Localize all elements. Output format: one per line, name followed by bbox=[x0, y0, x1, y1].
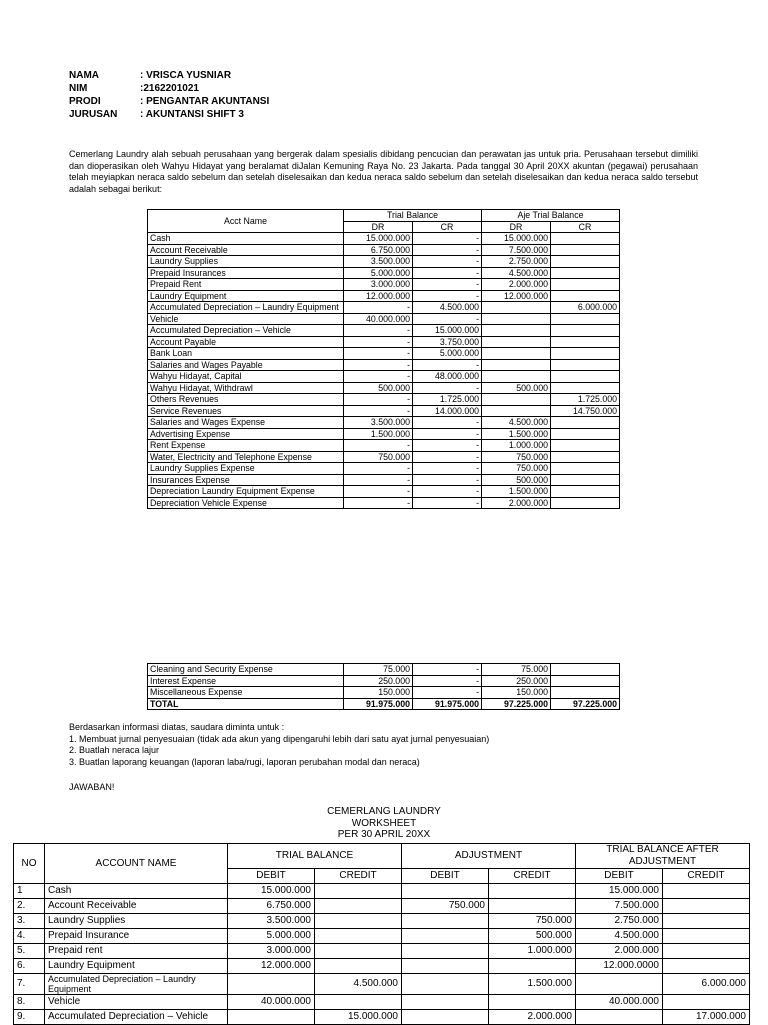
amount-cell bbox=[489, 959, 576, 974]
info-label: JURUSAN bbox=[69, 109, 118, 120]
worksheet-title bbox=[0, 806, 768, 841]
amount-cell: 40.000.000 bbox=[344, 313, 413, 325]
account-name-cell: Service Revenues bbox=[148, 405, 344, 417]
row-number: 8. bbox=[14, 995, 45, 1010]
amount-cell bbox=[402, 884, 489, 899]
amount-cell bbox=[551, 440, 620, 452]
amount-cell bbox=[551, 279, 620, 291]
account-name-cell: Miscellaneous Expense bbox=[148, 687, 344, 699]
amount-cell bbox=[402, 944, 489, 959]
amount-cell bbox=[482, 348, 551, 360]
col-no: NO bbox=[14, 844, 45, 884]
account-name-cell: Water, Electricity and Telephone Expense bbox=[148, 451, 344, 463]
amount-cell: 15.000.000 bbox=[482, 233, 551, 245]
amount-cell bbox=[482, 325, 551, 337]
amount-cell: 1.500.000 bbox=[482, 428, 551, 440]
account-name-cell: Insurances Expense bbox=[148, 474, 344, 486]
amount-cell bbox=[315, 944, 402, 959]
col-account-name: ACCOUNT NAME bbox=[45, 844, 228, 884]
account-name-cell: Laundry Equipment bbox=[45, 959, 228, 974]
table-row bbox=[148, 698, 620, 710]
amount-cell bbox=[551, 486, 620, 498]
amount-cell: - bbox=[344, 486, 413, 498]
info-row bbox=[69, 82, 269, 95]
amount-cell bbox=[551, 428, 620, 440]
account-name-cell: Prepaid Insurance bbox=[45, 929, 228, 944]
amount-cell: - bbox=[344, 405, 413, 417]
amount-cell bbox=[551, 313, 620, 325]
amount-cell: 40.000.000 bbox=[576, 995, 663, 1010]
amount-cell: 2.000.000 bbox=[576, 944, 663, 959]
amount-cell bbox=[551, 256, 620, 268]
problem-description: Cemerlang Laundry alah sebuah perusahaan yang bergerak dalam spesialis dibidang pencucian dan perawatan jas untuk pria. Perusahaan tersebut dimiliki dan dioperasikan oleh Wahyu Hidayat yang beralamat diJalan Kemuning Raya No. 23 Jakarta. Pada tanggal 30 April 20XX akuntan (pegawai) perusahaan telah meyiapkan neraca saldo sebelum dan setelah diselesaikan dan kedua neraca saldo sebelum dan setelah diselesaikan dan kedua neraca saldo tersebut adalah sebagai berikut: bbox=[69, 149, 698, 195]
amount-cell bbox=[576, 974, 663, 995]
col-aje-cr: CR bbox=[551, 221, 620, 233]
amount-cell: 15.000.000 bbox=[344, 233, 413, 245]
col-aje-trial-balance: Aje Trial Balance bbox=[482, 210, 620, 222]
amount-cell: 15.000.000 bbox=[315, 1010, 402, 1025]
amount-cell: - bbox=[344, 394, 413, 406]
account-name-cell: Interest Expense bbox=[148, 675, 344, 687]
amount-cell bbox=[315, 914, 402, 929]
amount-cell: 3.500.000 bbox=[344, 256, 413, 268]
answer-label: JAWABAN! bbox=[69, 782, 115, 792]
info-row bbox=[69, 95, 269, 108]
trial-balance-table-continued bbox=[147, 663, 620, 710]
amount-cell: 250.000 bbox=[344, 675, 413, 687]
amount-cell bbox=[551, 348, 620, 360]
amount-cell bbox=[551, 359, 620, 371]
worksheet-title-line: PER 30 APRIL 20XX bbox=[337, 829, 431, 841]
amount-cell bbox=[551, 417, 620, 429]
table-row bbox=[148, 302, 620, 314]
amount-cell: - bbox=[413, 687, 482, 699]
amount-cell bbox=[402, 929, 489, 944]
account-name-cell: Accumulated Depreciation – Laundry Equipment bbox=[148, 302, 344, 314]
amount-cell: - bbox=[413, 382, 482, 394]
amount-cell: - bbox=[413, 428, 482, 440]
amount-cell: 500.000 bbox=[482, 474, 551, 486]
account-name-cell: Accumulated Depreciation – Laundry Equipment bbox=[45, 974, 228, 995]
account-name-cell: Others Revenues bbox=[148, 394, 344, 406]
amount-cell: 3.000.000 bbox=[228, 944, 315, 959]
account-name-cell: Account Payable bbox=[148, 336, 344, 348]
amount-cell: - bbox=[413, 675, 482, 687]
account-name-cell: Prepaid Rent bbox=[148, 279, 344, 291]
info-value: : VRISCA YUSNIAR bbox=[140, 70, 232, 81]
amount-cell: 750.000 bbox=[482, 451, 551, 463]
account-name-cell: Salaries and Wages Expense bbox=[148, 417, 344, 429]
row-number: 2. bbox=[14, 899, 45, 914]
amount-cell: 750.000 bbox=[402, 899, 489, 914]
account-name-cell: Cleaning and Security Expense bbox=[148, 664, 344, 676]
amount-cell bbox=[663, 914, 750, 929]
amount-cell: - bbox=[413, 313, 482, 325]
amount-cell bbox=[315, 884, 402, 899]
table-row bbox=[148, 233, 620, 245]
amount-cell bbox=[551, 325, 620, 337]
amount-cell: - bbox=[413, 244, 482, 256]
amount-cell: 4.500.000 bbox=[482, 417, 551, 429]
account-name-cell: Prepaid rent bbox=[45, 944, 228, 959]
amount-cell bbox=[228, 974, 315, 995]
amount-cell: 3.000.000 bbox=[344, 279, 413, 291]
amount-cell bbox=[315, 995, 402, 1010]
col-cr: CR bbox=[413, 221, 482, 233]
amount-cell: 2.000.000 bbox=[489, 1010, 576, 1025]
col-after-credit: CREDIT bbox=[663, 869, 750, 884]
amount-cell: - bbox=[344, 474, 413, 486]
col-trial-balance: Trial Balance bbox=[344, 210, 482, 222]
amount-cell: 7.500.000 bbox=[482, 244, 551, 256]
worksheet-table bbox=[13, 843, 750, 1025]
amount-cell: 1.500.000 bbox=[489, 974, 576, 995]
amount-cell bbox=[402, 914, 489, 929]
amount-cell: 48.000.000 bbox=[413, 371, 482, 383]
table-row bbox=[148, 336, 620, 348]
amount-cell: - bbox=[413, 279, 482, 291]
info-label: NAMA bbox=[69, 70, 99, 81]
account-name-cell: Bank Loan bbox=[148, 348, 344, 360]
amount-cell: - bbox=[413, 359, 482, 371]
amount-cell: 17.000.000 bbox=[663, 1010, 750, 1025]
amount-cell: 12.000.000 bbox=[344, 290, 413, 302]
amount-cell: 4.500.000 bbox=[482, 267, 551, 279]
table-row bbox=[148, 405, 620, 417]
amount-cell bbox=[402, 974, 489, 995]
task-line: Berdasarkan informasi diatas, saudara diminta untuk : bbox=[69, 722, 285, 732]
account-name-cell: Depreciation Laundry Equipment Expense bbox=[148, 486, 344, 498]
table-row bbox=[148, 440, 620, 452]
info-value: : AKUNTANSI SHIFT 3 bbox=[140, 109, 244, 120]
table-row bbox=[148, 313, 620, 325]
col-aje-dr: DR bbox=[482, 221, 551, 233]
amount-cell bbox=[315, 959, 402, 974]
amount-cell: 5.000.000 bbox=[228, 929, 315, 944]
amount-cell: 500.000 bbox=[489, 929, 576, 944]
account-name-cell: Vehicle bbox=[148, 313, 344, 325]
row-number: 5. bbox=[14, 944, 45, 959]
amount-cell bbox=[551, 463, 620, 475]
amount-cell bbox=[551, 497, 620, 509]
amount-cell: - bbox=[413, 451, 482, 463]
amount-cell: 1.000.000 bbox=[489, 944, 576, 959]
account-name-cell: Account Receivable bbox=[45, 899, 228, 914]
student-info bbox=[69, 69, 269, 121]
amount-cell: - bbox=[344, 348, 413, 360]
row-number: 7. bbox=[14, 974, 45, 995]
table-row bbox=[14, 929, 750, 944]
amount-cell bbox=[482, 359, 551, 371]
amount-cell: 1.500.000 bbox=[482, 486, 551, 498]
table-row bbox=[148, 325, 620, 337]
info-row bbox=[69, 69, 269, 82]
amount-cell bbox=[482, 394, 551, 406]
col-tb-debit: DEBIT bbox=[228, 869, 315, 884]
account-name-cell: Rent Expense bbox=[148, 440, 344, 452]
amount-cell bbox=[551, 244, 620, 256]
table-row bbox=[14, 914, 750, 929]
task-list bbox=[69, 722, 489, 768]
amount-cell bbox=[489, 884, 576, 899]
amount-cell bbox=[551, 290, 620, 302]
table-row bbox=[14, 944, 750, 959]
account-name-cell: Laundry Equipment bbox=[148, 290, 344, 302]
amount-cell bbox=[482, 313, 551, 325]
amount-cell: 40.000.000 bbox=[228, 995, 315, 1010]
amount-cell bbox=[576, 1010, 663, 1025]
col-adj-credit: CREDIT bbox=[489, 869, 576, 884]
table-row bbox=[148, 463, 620, 475]
amount-cell: 1.500.000 bbox=[344, 428, 413, 440]
amount-cell: - bbox=[413, 664, 482, 676]
account-name-cell: Cash bbox=[45, 884, 228, 899]
amount-cell: 15.000.000 bbox=[228, 884, 315, 899]
amount-cell: 75.000 bbox=[482, 664, 551, 676]
amount-cell bbox=[663, 929, 750, 944]
account-name-cell: Prepaid Insurances bbox=[148, 267, 344, 279]
amount-cell bbox=[551, 474, 620, 486]
amount-cell: 500.000 bbox=[482, 382, 551, 394]
account-name-cell: Accumulated Depreciation – Vehicle bbox=[45, 1010, 228, 1025]
amount-cell bbox=[663, 995, 750, 1010]
amount-cell: 750.000 bbox=[489, 914, 576, 929]
amount-cell: 91.975.000 bbox=[344, 698, 413, 710]
table-row bbox=[148, 428, 620, 440]
amount-cell: - bbox=[413, 440, 482, 452]
account-name-cell: Accumulated Depreciation – Vehicle bbox=[148, 325, 344, 337]
amount-cell bbox=[482, 405, 551, 417]
table-row bbox=[148, 371, 620, 383]
info-label: NIM bbox=[69, 83, 88, 94]
amount-cell bbox=[228, 1010, 315, 1025]
amount-cell bbox=[551, 451, 620, 463]
trial-balance-table bbox=[147, 209, 620, 509]
table-row bbox=[14, 899, 750, 914]
worksheet-title-line: WORKSHEET bbox=[351, 817, 417, 829]
amount-cell bbox=[402, 1010, 489, 1025]
amount-cell bbox=[663, 884, 750, 899]
amount-cell: 3.500.000 bbox=[344, 417, 413, 429]
col-adj-debit: DEBIT bbox=[402, 869, 489, 884]
account-name-cell: TOTAL bbox=[148, 698, 344, 710]
amount-cell: 6.000.000 bbox=[551, 302, 620, 314]
col-trial-balance-after-adjustment: TRIAL BALANCE AFTER ADJUSTMENT bbox=[576, 844, 750, 869]
amount-cell: - bbox=[344, 463, 413, 475]
amount-cell: 750.000 bbox=[344, 451, 413, 463]
amount-cell: 15.000.000 bbox=[576, 884, 663, 899]
amount-cell bbox=[489, 995, 576, 1010]
table-row bbox=[14, 884, 750, 899]
row-number: 1 bbox=[14, 884, 45, 899]
amount-cell: - bbox=[413, 233, 482, 245]
amount-cell bbox=[551, 687, 620, 699]
amount-cell: 2.000.000 bbox=[482, 279, 551, 291]
table-row bbox=[14, 974, 750, 995]
amount-cell: 15.000.000 bbox=[413, 325, 482, 337]
amount-cell: 75.000 bbox=[344, 664, 413, 676]
info-value: : PENGANTAR AKUNTANSI bbox=[140, 96, 270, 107]
amount-cell bbox=[551, 371, 620, 383]
task-line: 1. Membuat jurnal penyesuaian (tidak ada akun yang dipengaruhi lebih dari satu ayat jurnal penyesuaian) bbox=[69, 733, 490, 744]
amount-cell: 150.000 bbox=[482, 687, 551, 699]
col-tb-credit: CREDIT bbox=[315, 869, 402, 884]
table-row bbox=[148, 474, 620, 486]
amount-cell: 12.000.000 bbox=[482, 290, 551, 302]
amount-cell bbox=[315, 929, 402, 944]
info-value: :2162201021 bbox=[140, 83, 199, 94]
amount-cell bbox=[663, 899, 750, 914]
task-line: 3. Buatlan laporang keuangan (laporan laba/rugi, laporan perubahan modal dan neraca) bbox=[69, 756, 420, 767]
amount-cell bbox=[551, 233, 620, 245]
table-row bbox=[148, 486, 620, 498]
amount-cell: - bbox=[344, 497, 413, 509]
table-row bbox=[148, 451, 620, 463]
amount-cell: - bbox=[413, 474, 482, 486]
amount-cell: - bbox=[344, 440, 413, 452]
amount-cell: 14.750.000 bbox=[551, 405, 620, 417]
amount-cell: 6.750.000 bbox=[344, 244, 413, 256]
amount-cell: - bbox=[344, 371, 413, 383]
table-row bbox=[148, 497, 620, 509]
amount-cell: 6.000.000 bbox=[663, 974, 750, 995]
amount-cell: 1.725.000 bbox=[551, 394, 620, 406]
account-name-cell: Salaries and Wages Payable bbox=[148, 359, 344, 371]
amount-cell: 2.750.000 bbox=[576, 914, 663, 929]
amount-cell: 7.500.000 bbox=[576, 899, 663, 914]
amount-cell: - bbox=[413, 256, 482, 268]
table-row bbox=[148, 244, 620, 256]
amount-cell: - bbox=[413, 497, 482, 509]
row-number: 6. bbox=[14, 959, 45, 974]
table-row bbox=[14, 995, 750, 1010]
amount-cell bbox=[663, 959, 750, 974]
table-row bbox=[148, 348, 620, 360]
table-row bbox=[148, 664, 620, 676]
amount-cell bbox=[551, 675, 620, 687]
col-after-debit: DEBIT bbox=[576, 869, 663, 884]
amount-cell: 3.750.000 bbox=[413, 336, 482, 348]
amount-cell: - bbox=[344, 336, 413, 348]
row-number: 3. bbox=[14, 914, 45, 929]
amount-cell: 5.000.000 bbox=[413, 348, 482, 360]
amount-cell: 12.000.000 bbox=[228, 959, 315, 974]
amount-cell bbox=[482, 371, 551, 383]
account-name-cell: Vehicle bbox=[45, 995, 228, 1010]
amount-cell: 4.500.000 bbox=[576, 929, 663, 944]
amount-cell: 6.750.000 bbox=[228, 899, 315, 914]
col-adjustment: ADJUSTMENT bbox=[402, 844, 576, 869]
amount-cell bbox=[402, 959, 489, 974]
amount-cell: 1.725.000 bbox=[413, 394, 482, 406]
table-row bbox=[14, 959, 750, 974]
col-dr: DR bbox=[344, 221, 413, 233]
amount-cell: 4.500.000 bbox=[315, 974, 402, 995]
amount-cell: 3.500.000 bbox=[228, 914, 315, 929]
table-row bbox=[148, 290, 620, 302]
account-name-cell: Wahyu Hidayat, Withdrawl bbox=[148, 382, 344, 394]
account-name-cell: Laundry Supplies bbox=[45, 914, 228, 929]
row-number: 4. bbox=[14, 929, 45, 944]
amount-cell bbox=[663, 944, 750, 959]
amount-cell: 250.000 bbox=[482, 675, 551, 687]
amount-cell: 1.000.000 bbox=[482, 440, 551, 452]
amount-cell: 4.500.000 bbox=[413, 302, 482, 314]
table-row bbox=[148, 687, 620, 699]
amount-cell: 150.000 bbox=[344, 687, 413, 699]
amount-cell: 5.000.000 bbox=[344, 267, 413, 279]
amount-cell bbox=[315, 899, 402, 914]
amount-cell: 91.975.000 bbox=[413, 698, 482, 710]
table-row bbox=[148, 417, 620, 429]
amount-cell: 500.000 bbox=[344, 382, 413, 394]
amount-cell: 14.000.000 bbox=[413, 405, 482, 417]
amount-cell: 97.225.000 bbox=[551, 698, 620, 710]
table-row bbox=[148, 267, 620, 279]
table-row bbox=[148, 394, 620, 406]
amount-cell bbox=[482, 302, 551, 314]
account-name-cell: Laundry Supplies bbox=[148, 256, 344, 268]
amount-cell: 750.000 bbox=[482, 463, 551, 475]
info-row bbox=[69, 108, 269, 121]
col-acct-name: Acct Name bbox=[148, 210, 344, 233]
info-label: PRODI bbox=[69, 96, 101, 107]
account-name-cell: Depreciation Vehicle Expense bbox=[148, 497, 344, 509]
amount-cell: - bbox=[413, 290, 482, 302]
amount-cell: - bbox=[344, 325, 413, 337]
amount-cell bbox=[482, 336, 551, 348]
amount-cell: - bbox=[413, 417, 482, 429]
table-row bbox=[148, 382, 620, 394]
row-number: 9. bbox=[14, 1010, 45, 1025]
amount-cell bbox=[551, 267, 620, 279]
account-name-cell: Advertising Expense bbox=[148, 428, 344, 440]
amount-cell: - bbox=[413, 463, 482, 475]
amount-cell bbox=[489, 899, 576, 914]
account-name-cell: Account Receivable bbox=[148, 244, 344, 256]
amount-cell: 97.225.000 bbox=[482, 698, 551, 710]
amount-cell bbox=[551, 382, 620, 394]
table-row bbox=[148, 279, 620, 291]
amount-cell: 12.000.0000 bbox=[576, 959, 663, 974]
table-row bbox=[14, 1010, 750, 1025]
amount-cell bbox=[402, 995, 489, 1010]
amount-cell bbox=[551, 336, 620, 348]
amount-cell: - bbox=[413, 486, 482, 498]
amount-cell bbox=[551, 664, 620, 676]
col-trial-balance: TRIAL BALANCE bbox=[228, 844, 402, 869]
amount-cell: - bbox=[344, 359, 413, 371]
amount-cell: - bbox=[413, 267, 482, 279]
amount-cell: - bbox=[344, 302, 413, 314]
task-line: 2. Buatlah neraca lajur bbox=[69, 745, 160, 755]
account-name-cell: Wahyu Hidayat, Capital bbox=[148, 371, 344, 383]
amount-cell: 2.750.000 bbox=[482, 256, 551, 268]
account-name-cell: Cash bbox=[148, 233, 344, 245]
worksheet-title-line: CEMERLANG LAUNDRY bbox=[327, 806, 441, 817]
table-row bbox=[148, 359, 620, 371]
account-name-cell: Laundry Supplies Expense bbox=[148, 463, 344, 475]
amount-cell: 2.000.000 bbox=[482, 497, 551, 509]
table-row bbox=[148, 675, 620, 687]
table-row bbox=[148, 256, 620, 268]
